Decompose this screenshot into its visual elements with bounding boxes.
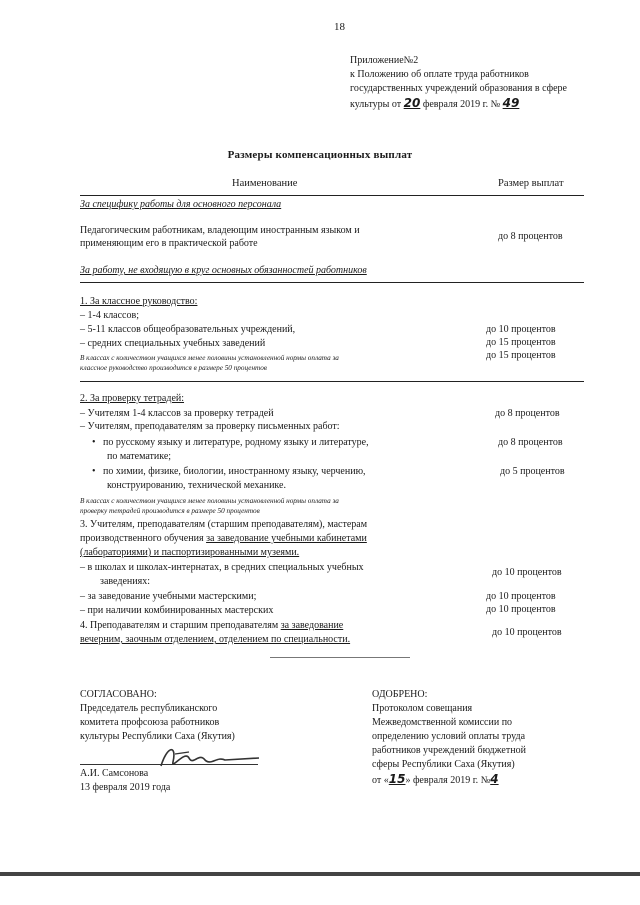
agreed-line2: комитета профсоюза работников	[80, 717, 220, 728]
scan-bottom-edge	[0, 872, 640, 876]
end-of-table-divider	[270, 657, 410, 658]
cabinets-line1: 3. Учителям, преподавателям (старшим преподавателям), мастерам	[80, 519, 368, 530]
appendix-line2: государственных учреждений образования в сфере	[350, 83, 567, 94]
evening-line1	[80, 620, 343, 631]
header-divider	[80, 195, 584, 196]
evening-line1-a: 4. Преподавателям и старшим преподавателям	[80, 620, 279, 631]
approved-date	[372, 772, 526, 788]
section-extra-duties-heading: За работу, не входящую в круг основных обязанностей работников	[80, 265, 367, 276]
notebooks-bullet-2-line1: по химии, физике, биологии, иностранному языку, черчению,	[103, 466, 366, 477]
page-number: 18	[334, 21, 345, 33]
class-guidance-item-5-11: – 5-11 классов общеобразовательных учреждений,	[80, 324, 296, 335]
handwritten-signature	[155, 740, 265, 774]
approved-date-middle: » февраля 2019 г.	[405, 775, 479, 786]
approved-line1: Протоколом совещания	[372, 703, 473, 714]
cabinets-item-schools-line2: заведениях:	[100, 576, 150, 587]
evening-line2: вечерним, заочным отделением, отделением по специальности.	[80, 634, 351, 645]
approved-line2: Межведомственной комиссии по	[372, 717, 513, 728]
agreed-block	[80, 688, 235, 744]
bullet-dot-icon: •	[92, 466, 96, 477]
approved-block	[372, 688, 526, 788]
column-header-size: Размер выплат	[498, 178, 564, 189]
agreed-title: СОГЛАСОВАНО:	[80, 689, 157, 700]
notebooks-bullet-1-line1: по русскому языку и литературе, родному языку и литературе,	[103, 437, 369, 448]
notebooks-bullet-2	[92, 466, 366, 477]
section-extra-duties-divider	[80, 282, 584, 283]
cabinets-line2	[80, 533, 367, 544]
class-guidance-item-1-4: – 1-4 классов;	[80, 310, 139, 321]
agreed-line3: культуры Республики Саха (Якутия)	[80, 731, 235, 742]
notebooks-bullet-1	[92, 437, 369, 448]
notebooks-bullet-2-line2: конструированию, технической механике.	[107, 480, 286, 491]
notebooks-item-1-4: – Учителям 1-4 классов за проверку тетрадей	[80, 408, 274, 419]
appendix-day-handwritten: 20	[403, 96, 421, 110]
notebooks-value-bullet-2: до 5 процентов	[500, 466, 565, 477]
approved-title: ОДОБРЕНО:	[372, 689, 428, 700]
approved-line3: определению условий оплаты труда	[372, 731, 526, 742]
class-guidance-heading	[80, 296, 197, 307]
cabinets-line2-b: за заведование учебными кабинетами	[206, 533, 367, 544]
notebooks-heading-text: 2. За проверку тетрадей:	[80, 393, 185, 404]
class-guidance-value-2: до 15 процентов	[486, 337, 556, 348]
appendix-block	[350, 54, 567, 112]
class-guidance-item-secondary: – средних специальных учебных заведений	[80, 338, 266, 349]
agreed-line1: Председатель республиканского	[80, 703, 218, 714]
approved-number-prefix: №	[480, 775, 491, 786]
section-specific-work-line1: Педагогическим работникам, владеющим иностранным языком и	[80, 225, 360, 236]
agreed-date: 13 февраля 2019 года	[80, 782, 171, 793]
approved-day-handwritten: 15	[388, 772, 406, 786]
evening-value: до 10 процентов	[492, 627, 562, 638]
class-guidance-note-line2: классное руководство производится в размере 50 процентов	[80, 364, 267, 372]
notebooks-bullet-1-line2: по математике;	[107, 451, 172, 462]
cabinets-line2-a: производственного обучения	[80, 533, 204, 544]
class-guidance-value-3: до 15 процентов	[486, 350, 556, 361]
cabinets-value-schools: до 10 процентов	[492, 567, 562, 578]
notebooks-note-line2: проверку тетрадей производится в размере 50 процентов	[80, 507, 260, 515]
column-header-name: Наименование	[232, 178, 298, 189]
cabinets-item-schools: – в школах и школах-интернатах, в средних специальных учебных	[80, 562, 364, 573]
class-guidance-divider	[80, 381, 584, 382]
class-guidance-note-line1: В классах с количеством учащихся менее половины установленной нормы оплата за	[80, 354, 339, 362]
notebooks-item-written: – Учителям, преподавателям за проверку письменных работ:	[80, 421, 340, 432]
cabinets-value-workshops: до 10 процентов	[486, 591, 556, 602]
approved-line5: сферы Республики Саха (Якутия)	[372, 759, 515, 770]
evening-line1-b: за заведование	[280, 620, 344, 631]
approved-number-handwritten: 4	[490, 772, 499, 786]
section-specific-work-line2: применяющим его в практической работе	[80, 238, 258, 249]
appendix-date-prefix: культуры от	[350, 99, 402, 110]
section-specific-work-heading: За специфику работы для основного персонала	[80, 199, 282, 210]
section-specific-work-value: до 8 процентов	[498, 231, 563, 242]
approved-date-prefix: от «	[372, 775, 389, 786]
cabinets-value-combined: до 10 процентов	[486, 604, 556, 615]
cabinets-item-workshops: – за заведование учебными мастерскими;	[80, 591, 257, 602]
approved-line4: работников учреждений бюджетной	[372, 745, 526, 756]
appendix-line3	[350, 96, 567, 112]
notebooks-note-line1: В классах с количеством учащихся менее половины установленной нормы оплата за	[80, 497, 339, 505]
signature-line	[80, 764, 258, 765]
agreed-name: А.И. Самсонова	[80, 768, 149, 779]
class-guidance-value-1: до 10 процентов	[486, 324, 556, 335]
notebooks-heading	[80, 393, 184, 404]
class-guidance-heading-text: 1. За классное руководство:	[80, 296, 198, 307]
cabinets-item-combined: – при наличии комбинированных мастерских	[80, 605, 274, 616]
bullet-dot-icon: •	[92, 437, 96, 448]
notebooks-value-1-4: до 8 процентов	[495, 408, 560, 419]
appendix-line1: к Положению об оплате труда работников	[350, 69, 529, 80]
document-title: Размеры компенсационных выплат	[227, 149, 413, 161]
appendix-title: Приложение№2	[350, 55, 419, 66]
cabinets-line3: (лабораториями) и паспортизированными музеями.	[80, 547, 300, 558]
appendix-number-handwritten: 49	[502, 96, 520, 110]
appendix-date-middle: февраля 2019 г. №	[422, 99, 501, 110]
notebooks-value-bullet-1: до 8 процентов	[498, 437, 563, 448]
